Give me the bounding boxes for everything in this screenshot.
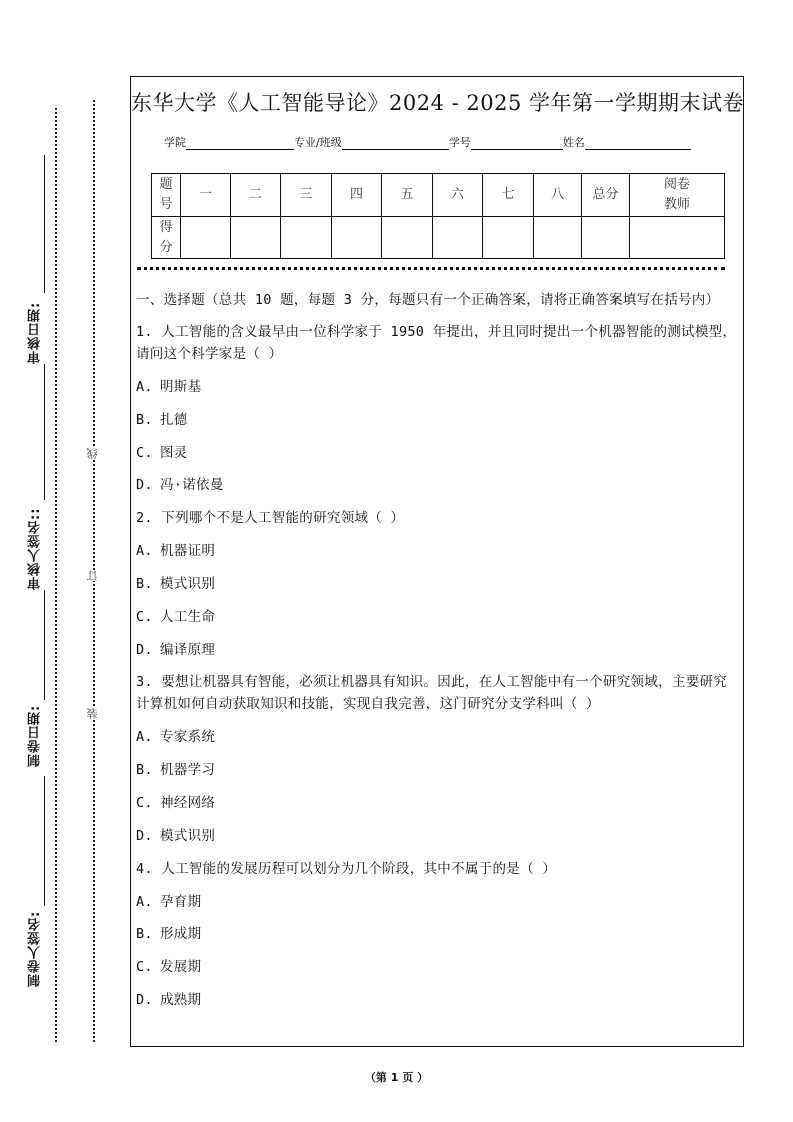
college-label: 学院: [164, 136, 186, 149]
score-cell[interactable]: [181, 217, 231, 259]
score-cell[interactable]: [281, 217, 332, 259]
option-b[interactable]: B. 机器学习: [136, 762, 216, 779]
preparer-signature-label: 制卷人签名:: [28, 910, 43, 988]
col-header: 一: [181, 174, 231, 217]
score-cell[interactable]: [382, 217, 433, 259]
score-cell-grader[interactable]: [630, 217, 725, 259]
col-header: 七: [483, 174, 534, 217]
question-stem: 4. 人工智能的发展历程可以划分为几个阶段，其中不属于的是（ ）: [136, 860, 557, 877]
review-date-label: 审核日期:: [28, 301, 43, 365]
major-class-field[interactable]: [342, 137, 449, 150]
student-info-row: [164, 134, 691, 150]
question-4: [136, 858, 737, 1011]
score-cell[interactable]: [433, 217, 483, 259]
option-a[interactable]: A. 明斯基: [136, 379, 202, 395]
col-header: 八: [534, 174, 582, 217]
section-heading: 一、选择题（总共 10 题，每题 3 分，每题只有一个正确答案，请将正确答案填写在括号内）: [136, 292, 720, 308]
option-d[interactable]: D. 冯·诺依曼: [136, 477, 224, 494]
college-field[interactable]: [186, 137, 294, 150]
option-a[interactable]: A. 机器证明: [136, 543, 216, 560]
binding-dotted-line-inner: [55, 108, 57, 1042]
reviewer-signature-label: 审核人签名::: [28, 507, 43, 591]
score-cell[interactable]: [231, 217, 281, 259]
score-row-label-cell: 得分: [152, 217, 181, 259]
dotted-separator: [137, 267, 725, 270]
question-stem: 2. 下列哪个不是人工智能的研究领域（ ）: [136, 510, 405, 527]
col-header: 三: [281, 174, 332, 217]
prep-date-line[interactable]: [44, 776, 45, 906]
question-1: [136, 321, 737, 496]
student-id-field[interactable]: [471, 137, 563, 150]
question-stem: 3. 要想让机器具有智能，必须让机器具有知识。因此，在人工智能中有一个研究领域，主要研究计算机如何自动获取知识和技能，实现自我完善，这门研究分支学科叫（ ）: [136, 674, 728, 713]
option-d[interactable]: D. 模式识别: [136, 827, 216, 844]
bind-char-xian: 线: [84, 448, 102, 459]
option-d[interactable]: D. 编译原理: [136, 641, 216, 658]
score-cell[interactable]: [332, 217, 382, 259]
col-header: 四: [332, 174, 382, 217]
option-a[interactable]: A. 孕育期: [136, 893, 202, 910]
prep-date-label: 制卷日期:: [28, 704, 43, 768]
question-3: [136, 671, 737, 846]
option-c[interactable]: C. 图灵: [136, 444, 188, 461]
score-cell-total[interactable]: [582, 217, 630, 259]
option-c[interactable]: C. 神经网络: [136, 794, 216, 811]
name-label: 姓名: [562, 136, 585, 149]
header-row-label-cell: 题号: [152, 174, 181, 217]
reviewer-signature-line-upper[interactable]: [44, 420, 45, 500]
major-class-label: 专业/班级: [294, 136, 342, 149]
score-cell[interactable]: [534, 217, 582, 259]
option-b[interactable]: B. 形成期: [136, 926, 202, 943]
score-table: [151, 173, 725, 259]
question-stem: 1. 人工智能的含义最早由一位科学家于 1950 年提出，并且同时提出一个机器智能的测试模型，请问这个科学家是（ ）: [136, 324, 737, 362]
review-date-line-lower[interactable]: [44, 364, 45, 422]
student-id-label: 学号: [448, 136, 471, 149]
option-a[interactable]: A. 专家系统: [136, 729, 216, 746]
exam-title: 东华大学《人工智能导论》2024 - 2025 学年第一学期期末试卷: [131, 91, 745, 115]
option-c[interactable]: C. 人工生命: [136, 608, 216, 625]
col-header: 六: [433, 174, 483, 217]
score-cell[interactable]: [483, 217, 534, 259]
reviewer-signature-line[interactable]: [44, 590, 45, 700]
col-header: 五: [382, 174, 433, 217]
option-c[interactable]: C. 发展期: [136, 959, 202, 976]
score-table-header-row: [152, 174, 725, 217]
option-d[interactable]: D. 成熟期: [136, 991, 202, 1008]
page-number: （第 1 页 ）: [364, 1071, 429, 1084]
review-date-line[interactable]: [44, 155, 45, 293]
option-b[interactable]: B. 扎德: [136, 411, 188, 428]
bind-char-zhuang: 装: [84, 708, 102, 719]
score-table-score-row: [152, 217, 725, 259]
col-header: 二: [231, 174, 281, 217]
option-b[interactable]: B. 模式识别: [136, 575, 216, 592]
name-field[interactable]: [585, 137, 691, 150]
col-header: 总分: [582, 174, 630, 217]
question-2: [136, 507, 737, 660]
bind-char-ding: 订: [84, 570, 102, 581]
col-header-grader: 阅卷教师: [630, 174, 725, 217]
exam-paper-box: [130, 76, 744, 1047]
questions-section: [136, 289, 737, 1022]
